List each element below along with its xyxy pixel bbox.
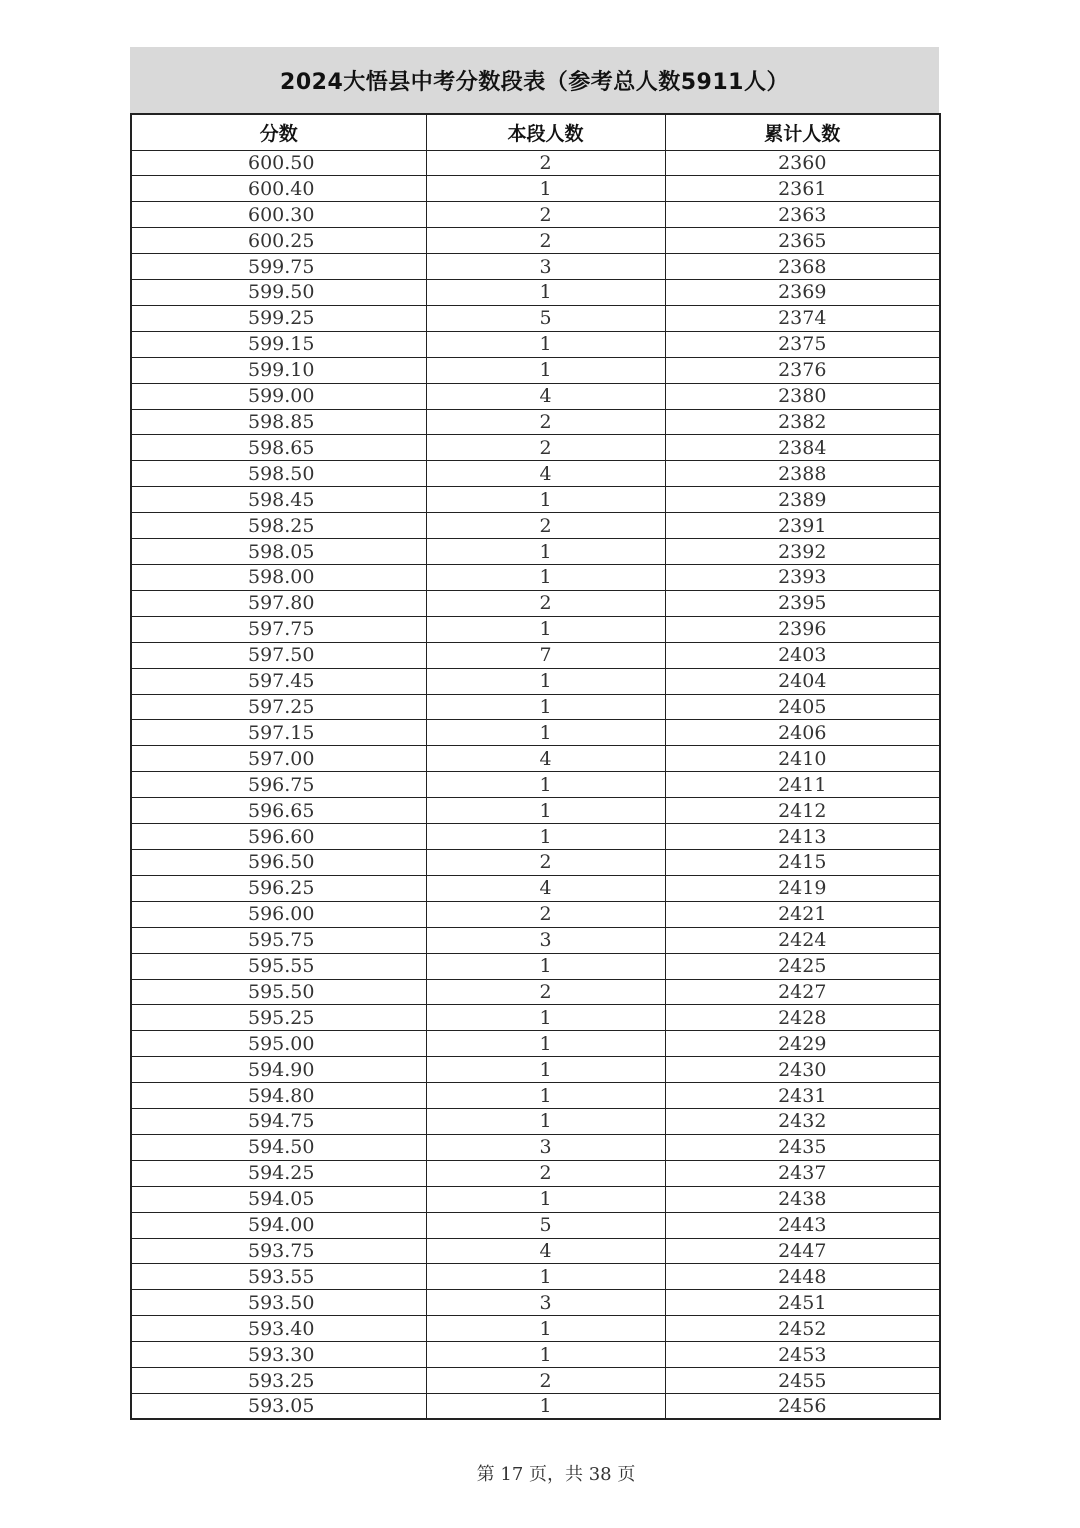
table-row [131, 1212, 940, 1238]
score-distribution-table [130, 113, 941, 1420]
segment-count-cell: 1 [426, 487, 665, 513]
segment-count-cell: 1 [426, 539, 665, 565]
score-cell: 595.55 [131, 953, 426, 979]
cumulative-count-cell: 2392 [665, 539, 940, 565]
cumulative-count-cell: 2384 [665, 435, 940, 461]
segment-count-cell: 1 [426, 176, 665, 202]
segment-count-cell: 1 [426, 280, 665, 306]
cumulative-count-cell: 2403 [665, 642, 940, 668]
score-cell: 599.50 [131, 280, 426, 306]
cumulative-count-cell: 2438 [665, 1186, 940, 1212]
score-cell: 596.00 [131, 901, 426, 927]
score-cell: 599.15 [131, 331, 426, 357]
table-row [131, 1005, 940, 1031]
cumulative-count-cell: 2410 [665, 746, 940, 772]
table-row [131, 953, 940, 979]
segment-count-cell: 2 [426, 1160, 665, 1186]
score-cell: 594.75 [131, 1109, 426, 1135]
table-row [131, 539, 940, 565]
table-row [131, 1368, 940, 1394]
segment-count-cell: 1 [426, 1057, 665, 1083]
cumulative-count-cell: 2425 [665, 953, 940, 979]
segment-count-cell: 1 [426, 1109, 665, 1135]
table-row [131, 150, 940, 176]
cumulative-count-cell: 2393 [665, 565, 940, 591]
cumulative-count-cell: 2374 [665, 305, 940, 331]
segment-count-cell: 4 [426, 461, 665, 487]
cumulative-count-cell: 2435 [665, 1134, 940, 1160]
page-footer: 第 17 页，共 38 页 [476, 1464, 636, 1485]
score-cell: 594.90 [131, 1057, 426, 1083]
score-cell: 596.75 [131, 772, 426, 798]
cumulative-count-cell: 2448 [665, 1264, 940, 1290]
score-cell: 600.50 [131, 150, 426, 176]
segment-count-cell: 2 [426, 228, 665, 254]
score-cell: 596.25 [131, 875, 426, 901]
table-row [131, 331, 940, 357]
score-cell: 597.75 [131, 616, 426, 642]
table-row [131, 720, 940, 746]
segment-count-cell: 5 [426, 305, 665, 331]
table-row [131, 746, 940, 772]
segment-count-cell: 3 [426, 1290, 665, 1316]
cumulative-count-cell: 2361 [665, 176, 940, 202]
score-cell: 599.10 [131, 357, 426, 383]
score-cell: 595.25 [131, 1005, 426, 1031]
score-cell: 596.65 [131, 798, 426, 824]
cumulative-count-cell: 2455 [665, 1368, 940, 1394]
cumulative-count-cell: 2431 [665, 1083, 940, 1109]
score-cell: 594.25 [131, 1160, 426, 1186]
table-row [131, 228, 940, 254]
header-score: 分数 [131, 114, 426, 150]
table-row [131, 487, 940, 513]
score-cell: 593.50 [131, 1290, 426, 1316]
segment-count-cell: 1 [426, 357, 665, 383]
table-title: 2024大悟县中考分数段表（参考总人数5911人） [130, 47, 939, 113]
table-row [131, 1316, 940, 1342]
score-cell: 598.05 [131, 539, 426, 565]
segment-count-cell: 7 [426, 642, 665, 668]
segment-count-cell: 1 [426, 1005, 665, 1031]
header-cumulative-count: 累计人数 [665, 114, 940, 150]
cumulative-count-cell: 2395 [665, 590, 940, 616]
segment-count-cell: 2 [426, 590, 665, 616]
table-row [131, 305, 940, 331]
score-cell: 595.50 [131, 979, 426, 1005]
score-cell: 594.00 [131, 1212, 426, 1238]
segment-count-cell: 5 [426, 1212, 665, 1238]
cumulative-count-cell: 2388 [665, 461, 940, 487]
segment-count-cell: 1 [426, 1083, 665, 1109]
cumulative-count-cell: 2429 [665, 1031, 940, 1057]
table-row [131, 1186, 940, 1212]
score-cell: 597.15 [131, 720, 426, 746]
table-row [131, 280, 940, 306]
segment-count-cell: 1 [426, 1264, 665, 1290]
table-row [131, 1264, 940, 1290]
cumulative-count-cell: 2430 [665, 1057, 940, 1083]
table-row [131, 1238, 940, 1264]
cumulative-count-cell: 2405 [665, 694, 940, 720]
score-cell: 598.00 [131, 565, 426, 591]
segment-count-cell: 4 [426, 383, 665, 409]
segment-count-cell: 3 [426, 927, 665, 953]
cumulative-count-cell: 2424 [665, 927, 940, 953]
segment-count-cell: 1 [426, 1031, 665, 1057]
table-row [131, 979, 940, 1005]
segment-count-cell: 2 [426, 409, 665, 435]
table-row [131, 1109, 940, 1135]
cumulative-count-cell: 2382 [665, 409, 940, 435]
cumulative-count-cell: 2453 [665, 1342, 940, 1368]
table-row [131, 642, 940, 668]
score-cell: 598.65 [131, 435, 426, 461]
segment-count-cell: 3 [426, 1134, 665, 1160]
segment-count-cell: 2 [426, 979, 665, 1005]
score-cell: 597.25 [131, 694, 426, 720]
table-row [131, 616, 940, 642]
cumulative-count-cell: 2404 [665, 668, 940, 694]
score-cell: 593.55 [131, 1264, 426, 1290]
segment-count-cell: 4 [426, 875, 665, 901]
segment-count-cell: 2 [426, 513, 665, 539]
table-row [131, 409, 940, 435]
table-row [131, 435, 940, 461]
score-cell: 594.50 [131, 1134, 426, 1160]
cumulative-count-cell: 2419 [665, 875, 940, 901]
table-row [131, 1342, 940, 1368]
cumulative-count-cell: 2369 [665, 280, 940, 306]
table-row [131, 1134, 940, 1160]
score-cell: 594.05 [131, 1186, 426, 1212]
table-row [131, 824, 940, 850]
table-row [131, 798, 940, 824]
score-cell: 598.25 [131, 513, 426, 539]
segment-count-cell: 1 [426, 668, 665, 694]
table-row [131, 1083, 940, 1109]
table-row [131, 513, 940, 539]
table-row [131, 461, 940, 487]
segment-count-cell: 1 [426, 1186, 665, 1212]
score-cell: 595.75 [131, 927, 426, 953]
table-row [131, 927, 940, 953]
segment-count-cell: 1 [426, 1316, 665, 1342]
segment-count-cell: 2 [426, 849, 665, 875]
score-cell: 599.00 [131, 383, 426, 409]
segment-count-cell: 2 [426, 202, 665, 228]
score-cell: 597.45 [131, 668, 426, 694]
score-cell: 597.50 [131, 642, 426, 668]
cumulative-count-cell: 2447 [665, 1238, 940, 1264]
segment-count-cell: 1 [426, 720, 665, 746]
table-row [131, 1394, 940, 1420]
table-row [131, 875, 940, 901]
segment-count-cell: 2 [426, 150, 665, 176]
cumulative-count-cell: 2411 [665, 772, 940, 798]
segment-count-cell: 3 [426, 254, 665, 280]
score-cell: 593.30 [131, 1342, 426, 1368]
table-header-row [131, 114, 940, 150]
cumulative-count-cell: 2389 [665, 487, 940, 513]
score-cell: 593.75 [131, 1238, 426, 1264]
cumulative-count-cell: 2427 [665, 979, 940, 1005]
score-cell: 600.30 [131, 202, 426, 228]
segment-count-cell: 2 [426, 435, 665, 461]
score-cell: 597.00 [131, 746, 426, 772]
table-row [131, 901, 940, 927]
score-cell: 600.40 [131, 176, 426, 202]
cumulative-count-cell: 2375 [665, 331, 940, 357]
score-cell: 596.60 [131, 824, 426, 850]
cumulative-count-cell: 2380 [665, 383, 940, 409]
score-cell: 600.25 [131, 228, 426, 254]
table-row [131, 565, 940, 591]
segment-count-cell: 4 [426, 746, 665, 772]
score-cell: 597.80 [131, 590, 426, 616]
segment-count-cell: 2 [426, 901, 665, 927]
table-row [131, 176, 940, 202]
score-cell: 598.45 [131, 487, 426, 513]
score-cell: 596.50 [131, 849, 426, 875]
cumulative-count-cell: 2415 [665, 849, 940, 875]
table-row [131, 1160, 940, 1186]
table-row [131, 1031, 940, 1057]
score-cell: 599.75 [131, 254, 426, 280]
cumulative-count-cell: 2456 [665, 1394, 940, 1420]
cumulative-count-cell: 2413 [665, 824, 940, 850]
table-row [131, 849, 940, 875]
cumulative-count-cell: 2443 [665, 1212, 940, 1238]
cumulative-count-cell: 2360 [665, 150, 940, 176]
table-row [131, 1290, 940, 1316]
table-row [131, 357, 940, 383]
cumulative-count-cell: 2406 [665, 720, 940, 746]
segment-count-cell: 1 [426, 953, 665, 979]
segment-count-cell: 1 [426, 616, 665, 642]
segment-count-cell: 1 [426, 1394, 665, 1420]
segment-count-cell: 1 [426, 331, 665, 357]
score-cell: 593.05 [131, 1394, 426, 1420]
segment-count-cell: 1 [426, 772, 665, 798]
cumulative-count-cell: 2432 [665, 1109, 940, 1135]
segment-count-cell: 1 [426, 824, 665, 850]
table-row [131, 694, 940, 720]
segment-count-cell: 1 [426, 1342, 665, 1368]
score-cell: 598.85 [131, 409, 426, 435]
cumulative-count-cell: 2365 [665, 228, 940, 254]
table-row [131, 254, 940, 280]
table-body [131, 150, 940, 1419]
score-cell: 598.50 [131, 461, 426, 487]
cumulative-count-cell: 2428 [665, 1005, 940, 1031]
table-row [131, 668, 940, 694]
cumulative-count-cell: 2391 [665, 513, 940, 539]
segment-count-cell: 1 [426, 565, 665, 591]
cumulative-count-cell: 2437 [665, 1160, 940, 1186]
cumulative-count-cell: 2363 [665, 202, 940, 228]
document-page [130, 47, 939, 1420]
table-row [131, 772, 940, 798]
cumulative-count-cell: 2421 [665, 901, 940, 927]
table-row [131, 202, 940, 228]
score-cell: 599.25 [131, 305, 426, 331]
cumulative-count-cell: 2452 [665, 1316, 940, 1342]
score-cell: 593.40 [131, 1316, 426, 1342]
cumulative-count-cell: 2412 [665, 798, 940, 824]
score-cell: 594.80 [131, 1083, 426, 1109]
header-segment-count: 本段人数 [426, 114, 665, 150]
table-row [131, 383, 940, 409]
score-cell: 593.25 [131, 1368, 426, 1394]
table-row [131, 1057, 940, 1083]
cumulative-count-cell: 2451 [665, 1290, 940, 1316]
cumulative-count-cell: 2396 [665, 616, 940, 642]
segment-count-cell: 1 [426, 798, 665, 824]
segment-count-cell: 1 [426, 694, 665, 720]
score-cell: 595.00 [131, 1031, 426, 1057]
cumulative-count-cell: 2368 [665, 254, 940, 280]
segment-count-cell: 2 [426, 1368, 665, 1394]
cumulative-count-cell: 2376 [665, 357, 940, 383]
table-row [131, 590, 940, 616]
segment-count-cell: 4 [426, 1238, 665, 1264]
